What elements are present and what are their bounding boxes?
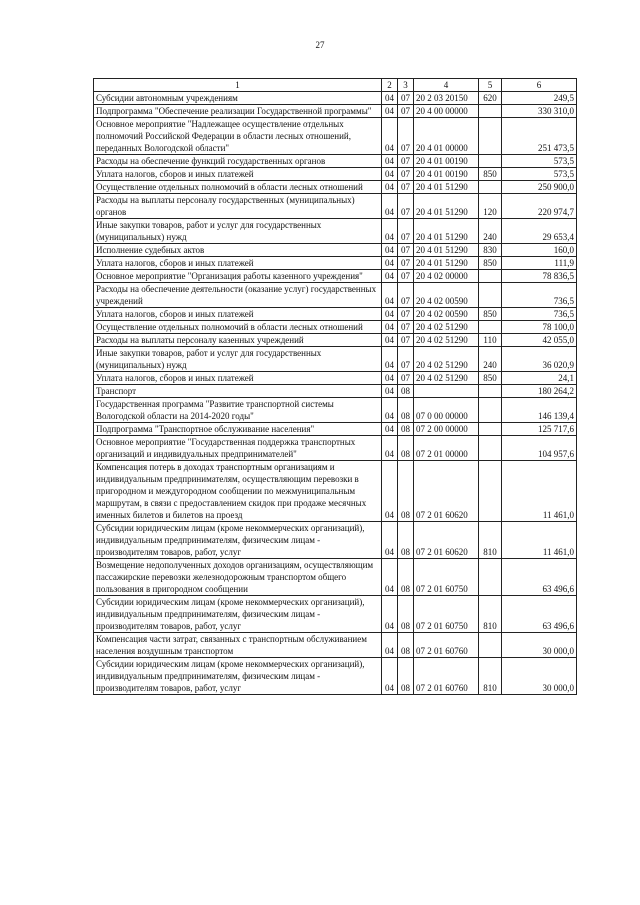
amount: 573,5 (502, 168, 577, 181)
item-name: Осуществление отдельных полномочий в области лесных отношений (94, 181, 382, 194)
expense-type-code: 850 (479, 372, 502, 385)
table-row (94, 633, 577, 658)
target-article-code: 20 4 00 00000 (414, 105, 479, 118)
amount: 736,5 (502, 308, 577, 321)
amount: 250 900,0 (502, 181, 577, 194)
subsection-code: 07 (398, 168, 414, 181)
table-row (94, 168, 577, 181)
section-code: 04 (382, 219, 398, 244)
target-article-code: 20 4 02 00590 (414, 308, 479, 321)
page-number: 27 (315, 40, 325, 50)
expense-type-code (479, 105, 502, 118)
amount: 78 100,0 (502, 321, 577, 334)
table-row (94, 347, 577, 372)
table-row (94, 596, 577, 633)
table-row (94, 118, 577, 155)
item-name: Основное мероприятие "Государственная поддержка транспортных организаций и индивидуальных предпринимателей" (94, 436, 382, 461)
header-col-6: 6 (502, 79, 577, 92)
expense-type-code (479, 283, 502, 308)
table-row (94, 270, 577, 283)
item-name: Государственная программа "Развитие транспортной системы Вологодской области на 2014-2020 годы" (94, 398, 382, 423)
subsection-code: 07 (398, 283, 414, 308)
subsection-code: 08 (398, 658, 414, 695)
section-code: 04 (382, 347, 398, 372)
item-name: Транспорт (94, 385, 382, 398)
amount: 160,0 (502, 244, 577, 257)
item-name: Подпрограмма "Транспортное обслуживание населения" (94, 423, 382, 436)
table-row (94, 181, 577, 194)
target-article-code: 20 4 02 51290 (414, 372, 479, 385)
subsection-code: 08 (398, 385, 414, 398)
table-row (94, 461, 577, 522)
amount: 63 496,6 (502, 559, 577, 596)
item-name: Основное мероприятие "Организация работы казенного учреждения" (94, 270, 382, 283)
target-article-code: 20 4 01 00000 (414, 118, 479, 155)
expense-type-code: 810 (479, 658, 502, 695)
expense-type-code: 850 (479, 308, 502, 321)
table-row (94, 105, 577, 118)
section-code: 04 (382, 658, 398, 695)
table-row (94, 92, 577, 105)
section-code: 04 (382, 168, 398, 181)
table-row (94, 219, 577, 244)
item-name: Иные закупки товаров, работ и услуг для государственных (муниципальных) нужд (94, 347, 382, 372)
expense-type-code (479, 436, 502, 461)
amount: 30 000,0 (502, 658, 577, 695)
section-code: 04 (382, 522, 398, 559)
target-article-code: 20 4 02 00000 (414, 270, 479, 283)
item-name: Уплата налогов, сборов и иных платежей (94, 257, 382, 270)
subsection-code: 08 (398, 522, 414, 559)
amount: 104 957,6 (502, 436, 577, 461)
expense-type-code (479, 385, 502, 398)
item-name: Исполнение судебных актов (94, 244, 382, 257)
target-article-code: 07 2 01 60750 (414, 596, 479, 633)
target-article-code: 20 4 01 00190 (414, 168, 479, 181)
subsection-code: 08 (398, 398, 414, 423)
amount: 11 461,0 (502, 522, 577, 559)
expense-type-code: 810 (479, 596, 502, 633)
section-code: 04 (382, 92, 398, 105)
table-row (94, 423, 577, 436)
expense-type-code: 110 (479, 334, 502, 347)
subsection-code: 07 (398, 347, 414, 372)
item-name: Возмещение недополученных доходов организациям, осуществляющим пассажирские перевозки железнодорожным транспортом общего пользования в пригородном сообщении (94, 559, 382, 596)
amount: 125 717,6 (502, 423, 577, 436)
subsection-code: 07 (398, 194, 414, 219)
subsection-code: 07 (398, 270, 414, 283)
target-article-code: 07 2 01 60620 (414, 461, 479, 522)
amount: 180 264,2 (502, 385, 577, 398)
subsection-code: 08 (398, 633, 414, 658)
target-article-code: 07 2 01 60760 (414, 658, 479, 695)
subsection-code: 07 (398, 105, 414, 118)
amount: 24,1 (502, 372, 577, 385)
target-article-code: 07 2 01 00000 (414, 436, 479, 461)
target-article-code: 20 2 03 20150 (414, 92, 479, 105)
subsection-code: 07 (398, 118, 414, 155)
target-article-code: 20 4 01 51290 (414, 244, 479, 257)
amount: 736,5 (502, 283, 577, 308)
item-name: Уплата налогов, сборов и иных платежей (94, 372, 382, 385)
header-col-5: 5 (479, 79, 502, 92)
section-code: 04 (382, 334, 398, 347)
amount: 78 836,5 (502, 270, 577, 283)
expense-type-code (479, 181, 502, 194)
section-code: 04 (382, 385, 398, 398)
subsection-code: 07 (398, 219, 414, 244)
item-name: Уплата налогов, сборов и иных платежей (94, 168, 382, 181)
target-article-code: 20 4 01 51290 (414, 257, 479, 270)
item-name: Основное мероприятие "Надлежащее осуществление отдельных полномочий Российской Федерации в области лесных отношений, переданных Вологодской области" (94, 118, 382, 155)
item-name: Расходы на выплаты персоналу государственных (муниципальных) органов (94, 194, 382, 219)
section-code: 04 (382, 194, 398, 219)
header-col-3: 3 (398, 79, 414, 92)
expense-type-code: 620 (479, 92, 502, 105)
subsection-code: 07 (398, 372, 414, 385)
subsection-code: 07 (398, 244, 414, 257)
header-col-4: 4 (414, 79, 479, 92)
subsection-code: 08 (398, 559, 414, 596)
table-row (94, 321, 577, 334)
table-row (94, 385, 577, 398)
section-code: 04 (382, 423, 398, 436)
amount: 146 139,4 (502, 398, 577, 423)
table-row (94, 559, 577, 596)
expense-type-code (479, 398, 502, 423)
target-article-code: 07 2 01 60620 (414, 522, 479, 559)
table-row (94, 194, 577, 219)
table-row (94, 334, 577, 347)
amount: 220 974,7 (502, 194, 577, 219)
expense-type-code: 240 (479, 219, 502, 244)
amount: 42 055,0 (502, 334, 577, 347)
subsection-code: 07 (398, 308, 414, 321)
table-row (94, 658, 577, 695)
subsection-code: 07 (398, 92, 414, 105)
item-name: Иные закупки товаров, работ и услуг для государственных (муниципальных) нужд (94, 219, 382, 244)
subsection-code: 07 (398, 257, 414, 270)
section-code: 04 (382, 270, 398, 283)
section-code: 04 (382, 105, 398, 118)
expense-type-code: 120 (479, 194, 502, 219)
item-name: Компенсация потерь в доходах транспортным организациям и индивидуальным предпринимателям, осуществляющим перевозки в пригородном и междугородном сообщении по межмуниципальным маршрутам, в связи с предоставлением скидок при продаже месячных именных билетов и билетов на проезд (94, 461, 382, 522)
table-row (94, 372, 577, 385)
subsection-code: 07 (398, 321, 414, 334)
target-article-code: 20 4 01 51290 (414, 219, 479, 244)
amount: 29 653,4 (502, 219, 577, 244)
target-article-code: 07 0 00 00000 (414, 398, 479, 423)
section-code: 04 (382, 372, 398, 385)
section-code: 04 (382, 398, 398, 423)
subsection-code: 07 (398, 334, 414, 347)
amount: 251 473,5 (502, 118, 577, 155)
amount: 330 310,0 (502, 105, 577, 118)
section-code: 04 (382, 308, 398, 321)
header-col-2: 2 (382, 79, 398, 92)
section-code: 04 (382, 436, 398, 461)
section-code: 04 (382, 321, 398, 334)
target-article-code: 07 2 00 00000 (414, 423, 479, 436)
item-name: Субсидии юридическим лицам (кроме некоммерческих организаций), индивидуальным предпринимателям, физическим лицам - производителям товаров, работ, услуг (94, 596, 382, 633)
table-row (94, 244, 577, 257)
amount: 573,5 (502, 155, 577, 168)
amount: 11 461,0 (502, 461, 577, 522)
expense-type-code (479, 321, 502, 334)
item-name: Субсидии юридическим лицам (кроме некоммерческих организаций), индивидуальным предпринимателям, физическим лицам - производителям товаров, работ, услуг (94, 658, 382, 695)
expense-type-code (479, 155, 502, 168)
table-row (94, 522, 577, 559)
target-article-code: 20 4 01 51290 (414, 181, 479, 194)
section-code: 04 (382, 559, 398, 596)
expense-type-code: 850 (479, 168, 502, 181)
expense-type-code: 810 (479, 522, 502, 559)
table-row (94, 436, 577, 461)
target-article-code: 20 4 01 00190 (414, 155, 479, 168)
expense-type-code (479, 633, 502, 658)
expense-type-code (479, 118, 502, 155)
section-code: 04 (382, 257, 398, 270)
section-code: 04 (382, 283, 398, 308)
item-name: Уплата налогов, сборов и иных платежей (94, 308, 382, 321)
table-row (94, 398, 577, 423)
item-name: Расходы на выплаты персоналу казенных учреждений (94, 334, 382, 347)
amount: 63 496,6 (502, 596, 577, 633)
expense-type-code (479, 559, 502, 596)
subsection-code: 08 (398, 423, 414, 436)
expense-type-code: 850 (479, 257, 502, 270)
item-name: Расходы на обеспечение деятельности (оказание услуг) государственных учреждений (94, 283, 382, 308)
table-row (94, 283, 577, 308)
budget-table (93, 78, 577, 695)
subsection-code: 07 (398, 181, 414, 194)
amount: 111,9 (502, 257, 577, 270)
item-name: Подпрограмма "Обеспечение реализации Государственной программы" (94, 105, 382, 118)
expense-type-code (479, 461, 502, 522)
target-article-code: 20 4 02 51290 (414, 334, 479, 347)
amount: 249,5 (502, 92, 577, 105)
item-name: Расходы на обеспечение функций государственных органов (94, 155, 382, 168)
table-row (94, 257, 577, 270)
table-row (94, 155, 577, 168)
section-code: 04 (382, 244, 398, 257)
section-code: 04 (382, 181, 398, 194)
table-header-row (94, 79, 577, 92)
target-article-code: 20 4 02 51290 (414, 347, 479, 372)
subsection-code: 08 (398, 596, 414, 633)
item-name: Субсидии автономным учреждениям (94, 92, 382, 105)
section-code: 04 (382, 596, 398, 633)
target-article-code: 20 4 02 51290 (414, 321, 479, 334)
target-article-code: 20 4 01 51290 (414, 194, 479, 219)
section-code: 04 (382, 633, 398, 658)
header-col-1: 1 (94, 79, 382, 92)
subsection-code: 08 (398, 436, 414, 461)
target-article-code: 20 4 02 00590 (414, 283, 479, 308)
expense-type-code: 240 (479, 347, 502, 372)
expense-type-code (479, 423, 502, 436)
subsection-code: 08 (398, 461, 414, 522)
table-row (94, 308, 577, 321)
subsection-code: 07 (398, 155, 414, 168)
section-code: 04 (382, 461, 398, 522)
amount: 30 000,0 (502, 633, 577, 658)
item-name: Компенсация части затрат, связанных с транспортным обслуживанием населения воздушным транспортом (94, 633, 382, 658)
item-name: Субсидии юридическим лицам (кроме некоммерческих организаций), индивидуальным предпринимателям, физическим лицам - производителям товаров, работ, услуг (94, 522, 382, 559)
target-article-code (414, 385, 479, 398)
item-name: Осуществление отдельных полномочий в области лесных отношений (94, 321, 382, 334)
section-code: 04 (382, 155, 398, 168)
amount: 36 020,9 (502, 347, 577, 372)
section-code: 04 (382, 118, 398, 155)
expense-type-code (479, 270, 502, 283)
target-article-code: 07 2 01 60760 (414, 633, 479, 658)
expense-type-code: 830 (479, 244, 502, 257)
target-article-code: 07 2 01 60750 (414, 559, 479, 596)
